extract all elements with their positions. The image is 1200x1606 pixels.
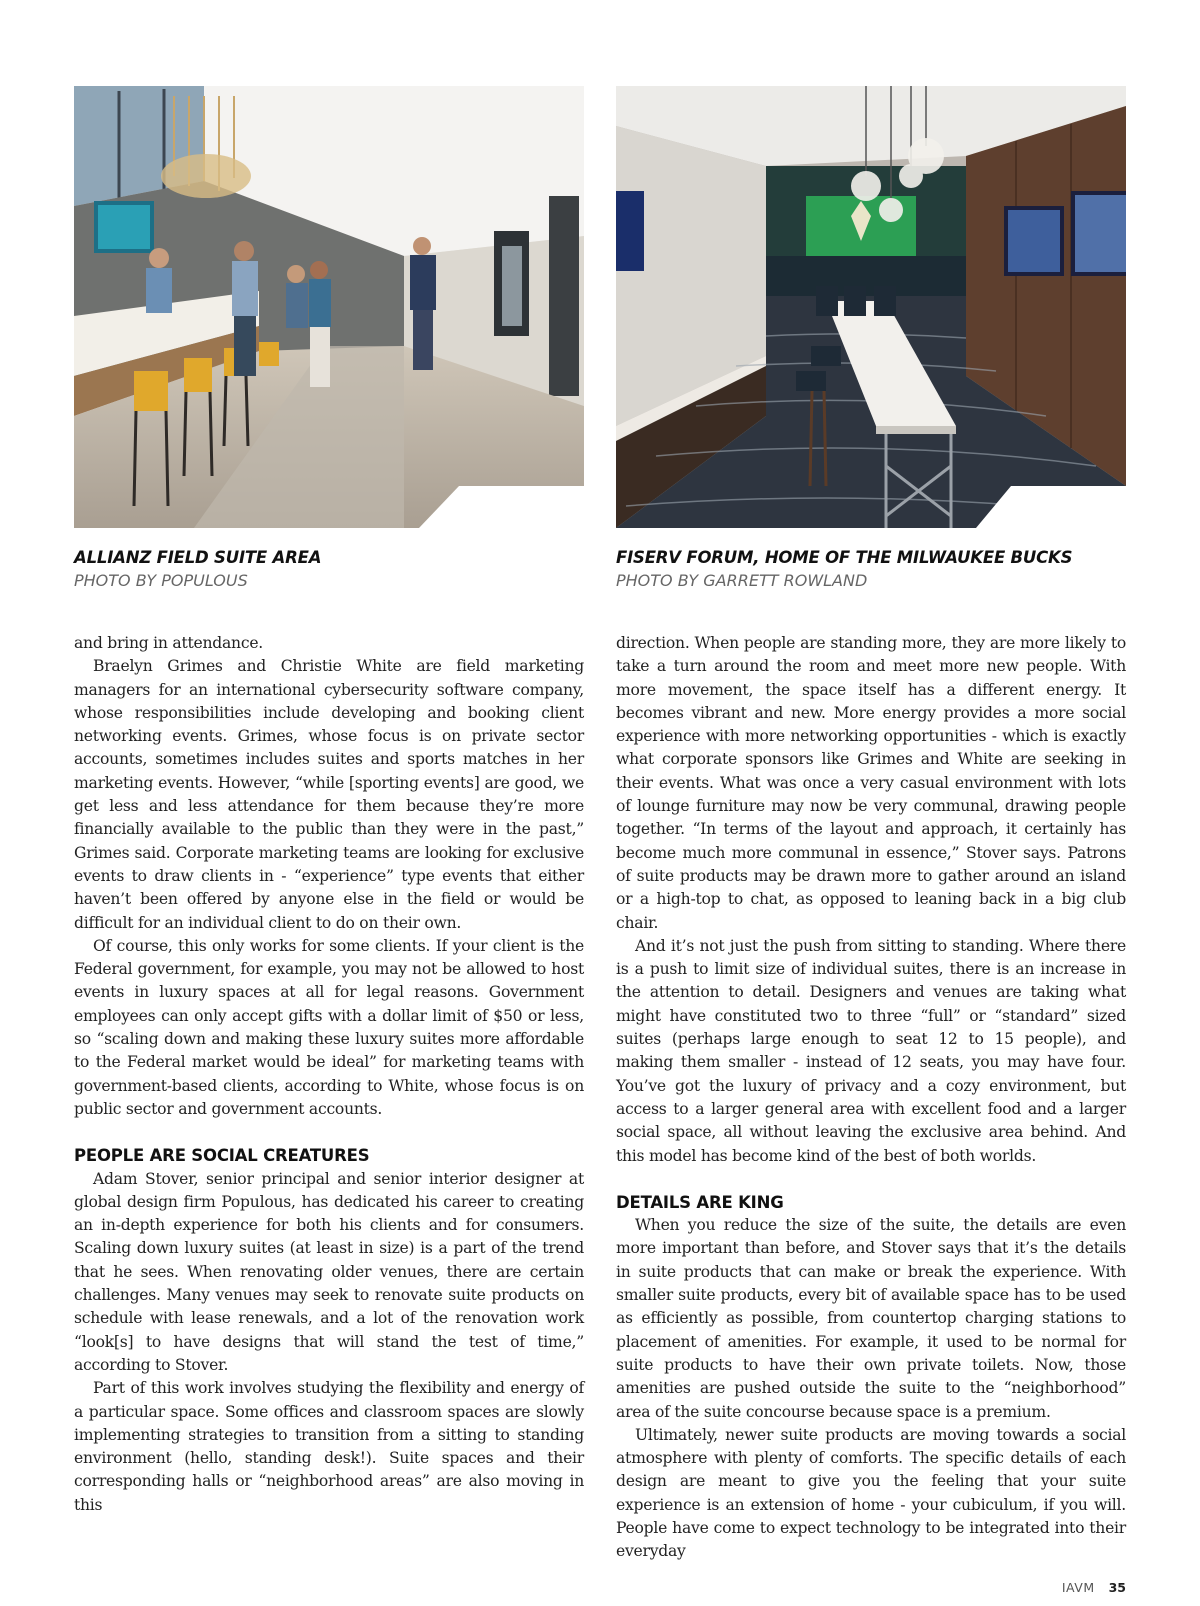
paragraph: Part of this work involves studying the flexibility and energy of a particular space. Some offices and classroom spaces are slowly implementing strategies to transition from a sitting to standing environment (hello, standing desk!). Suite spaces and their corresponding halls or “neighborhood areas” are also moving in this [74, 1379, 584, 1514]
publication-name: IAVM [1061, 1580, 1095, 1595]
caption-credit: PHOTO BY POPULOUS [74, 571, 248, 590]
paragraph: When you reduce the size of the suite, the details are even more important than before, and Stover says that it’s the details in suite products that can make or break the experience. With smaller suite products, every bit of available space has to be used as efficiently as possible, from countertop charging stations to placement of amenities. For example, it used to be normal for suite products to have their own private toilets. Now, those amenities are pushed outside the suite to the “neighborhood” area of the suite concourse because space is a premium. [616, 1216, 1126, 1421]
paragraph: Ultimately, newer suite products are moving towards a social atmosphere with plenty of comforts. The specific details of each design are meant to give you the feeling that your suite experience is an extension of home - your cubiculum, if you will. People have come to expect technology to be integrated into their everyday [616, 1425, 1126, 1561]
paragraph: and bring in attendance. [74, 634, 264, 652]
paragraph: Braelyn Grimes and Christie White are field marketing managers for an international cybersecurity software company, whose responsibilities include developing and booking client networking events. Grimes, whose focus is on private sector accounts, sometimes includes suites and sports matches in her marketing events. However, “while [sporting events] are good, we get less and less attendance for them because they’re more financially available to the public than they were in the past,” Grimes said. Corporate marketing teams are looking for exclusive events to draw clients in - “experience” type events that either haven’t been offered by anyone else in the field or would be difficult for an individual client to do on their own. [74, 657, 584, 932]
caption-right [616, 546, 1136, 592]
page-footer [1062, 1580, 1126, 1595]
paragraph: Of course, this only works for some clients. If your client is the Federal government, for example, you may not be allowed to host events in luxury spaces at all for legal reasons. Government employees can only accept gifts with a dollar limit of $50 or less, so “scaling down and making these luxury suites more affordable to the Federal market would be ideal” for marketing teams with government-based clients, according to White, whose focus is on public sector and government accounts. [74, 936, 584, 1118]
paragraph: And it’s not just the push from sitting to standing. Where there is a push to limit size of individual suites, there is an increase in the attention to detail. Designers and venues are taking what might have constituted two to three “full” or “standard” sized suites (perhaps large enough to seat 12 to 15 people), and making them smaller - instead of 12 seats, you may have four. You’ve got the luxury of privacy and a cozy environment, but access to a larger general area with excellent food and a larger social space, all without leaving the exclusive area behind. And this model has become kind of the best of both worlds. [616, 936, 1126, 1165]
allianz-field-photo [74, 86, 584, 528]
caption-title: FISERV FORUM, HOME OF THE MILWAUKEE BUCKS [616, 548, 1073, 567]
paragraph: Adam Stover, senior principal and senior interior designer at global design firm Populous, has dedicated his career to creating an in-depth experience for both his clients and for consumers. Scaling down luxury suites (at least in size) is a part of the trend that he sees. When renovating older venues, there are certain challenges. Many venues may seek to renovate suite products on schedule with lease renewals, and a lot of the renovation work “look[s] to have designs that will stand the test of time,” according to Stover. [74, 1169, 584, 1374]
caption-title: ALLIANZ FIELD SUITE AREA [74, 548, 322, 567]
caption-left [74, 546, 594, 592]
right-column [616, 632, 1126, 1564]
section-heading: DETAILS ARE KING [616, 1192, 784, 1212]
paragraph: direction. When people are standing more, they are more likely to take a turn around the room and meet more new people. With more movement, the space itself has a different energy. It becomes vibrant and new. More energy provides a more social experience with more networking opportunities - which is exactly what corporate sponsors like Grimes and White are seeking in their events. What was once a very casual environment with lots of lounge furniture may now be very communal, drawing people together. “In terms of the layout and approach, it certainly has become much more communal in essence,” Stover says. Patrons of suite products may be drawn more to gather around an island or a high-top to chat, as opposed to leaning back in a big club chair. [616, 634, 1126, 932]
page-number: 35 [1108, 1580, 1126, 1595]
fiserv-forum-photo [616, 86, 1126, 528]
section-heading: PEOPLE ARE SOCIAL CREATURES [74, 1146, 370, 1166]
left-column [74, 632, 584, 1517]
caption-credit: PHOTO BY GARRETT ROWLAND [616, 571, 868, 590]
